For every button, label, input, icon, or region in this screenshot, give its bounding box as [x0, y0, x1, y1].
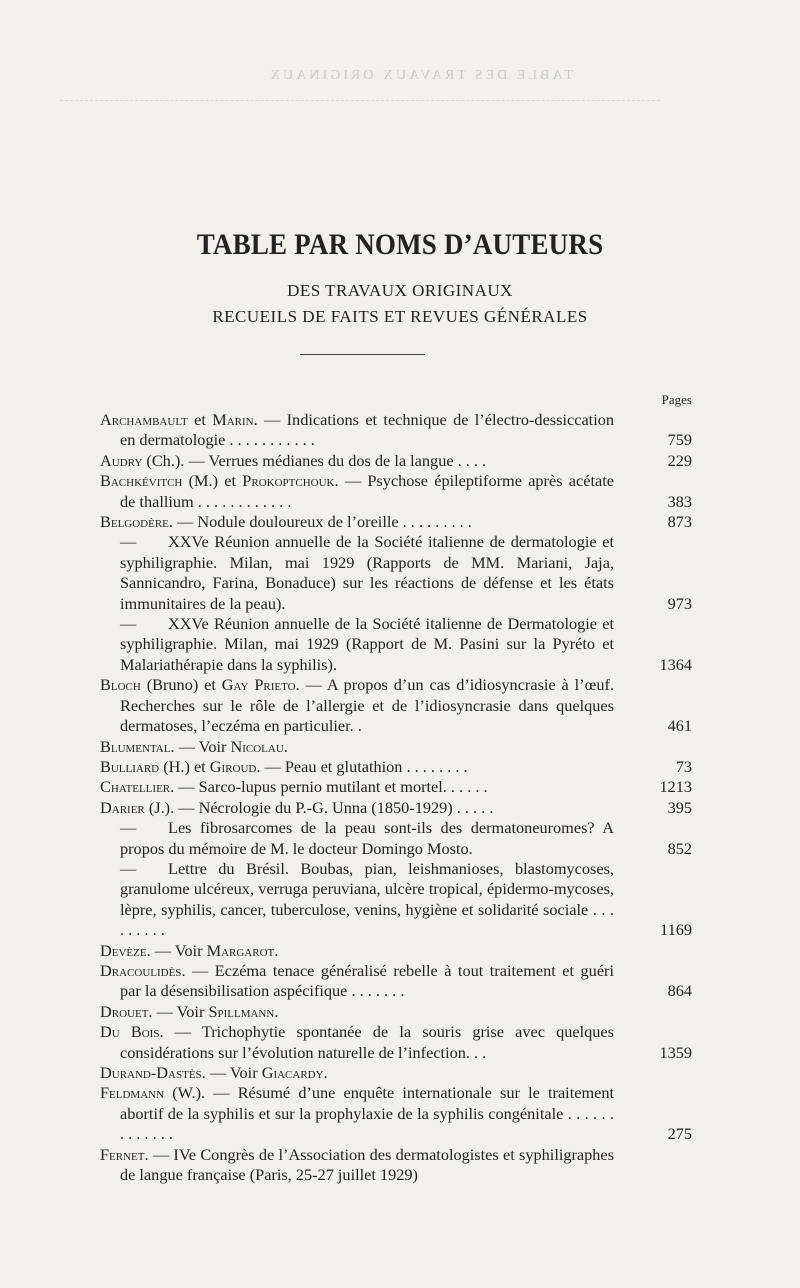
author-name: Devèze	[100, 940, 147, 960]
page-number: 229	[667, 450, 692, 470]
author-name: Blumental	[100, 736, 171, 756]
index-entry	[100, 1063, 692, 1083]
page-number: 1169	[660, 920, 692, 940]
title-divider	[300, 354, 425, 355]
author-name: Chatellier	[100, 777, 171, 797]
page-number: 973	[667, 593, 692, 613]
coauthor-name: Spillmann	[208, 1001, 275, 1021]
index-entry	[100, 1145, 692, 1186]
page-number: 383	[667, 491, 692, 511]
author-name: Archambault	[100, 410, 188, 429]
entry-text: .	[274, 940, 279, 960]
entry-text: . — Eczéma tenace généralisé rebelle à tout traitement et guéri par la désensibilisation aspécifique . . . . . . .	[120, 960, 614, 1001]
index-entry	[100, 1002, 692, 1022]
page-number: 1364	[659, 654, 692, 674]
page-number: 873	[667, 512, 692, 532]
index-entry	[100, 451, 692, 471]
entry-text: . — Voir	[170, 736, 231, 756]
index-entry	[100, 532, 692, 614]
coauthor-name: Marin	[212, 410, 254, 429]
same-author-dash: —	[120, 532, 137, 552]
entry-text: . — Nodule douloureux de l’oreille . . . . . . . . .	[168, 512, 472, 532]
entry-text: . — Psychose épileptiforme après acétate de thallium . . . . . . . . . . . .	[120, 471, 614, 511]
index-entry	[100, 1022, 692, 1063]
bleed-through-rule	[60, 100, 660, 101]
entry-text: (H.) et	[159, 756, 210, 776]
entry-text: . — Peau et glutathion . . . . . . . .	[256, 756, 468, 776]
same-author-dash: —	[120, 818, 137, 838]
entry-text: . — IVe Congrès de l’Association des dermatologistes et syphiligraphes de langue française (Paris, 25-27 juillet 1929)	[120, 1144, 614, 1185]
subtitle-collections: RECUEILS DE FAITS ET REVUES GÉNÉRALES	[212, 307, 588, 326]
coauthor-name: Prokoptchouk	[242, 471, 335, 491]
index-entry	[100, 512, 692, 532]
coauthor-name: Margarot	[206, 940, 275, 960]
entry-text: (Bruno) et	[140, 675, 222, 695]
author-name: Darier	[100, 797, 145, 817]
same-author-dash: —	[120, 614, 137, 634]
coauthor-name: Giacardy	[261, 1063, 324, 1082]
index-entry	[100, 614, 692, 675]
index-entry	[100, 737, 692, 757]
entry-text: . — Voir	[201, 1063, 262, 1082]
author-name: Bloch	[100, 675, 141, 695]
index-entry	[100, 859, 692, 941]
same-author-dash: —	[120, 858, 137, 878]
index-entry	[100, 941, 692, 961]
bleed-through-header: TABLE DES TRAVAUX ORIGINAUX	[267, 68, 573, 83]
index-entry	[100, 757, 692, 777]
page-number: 395	[667, 797, 692, 817]
author-name: Feldmann	[100, 1083, 165, 1103]
index-entry	[100, 410, 692, 451]
page-number: 275	[667, 1124, 692, 1144]
author-name: Fernet	[100, 1144, 145, 1164]
author-name: Bachkévitch	[100, 471, 183, 491]
index-entry	[100, 798, 692, 818]
entry-text: (Ch.). — Verrues médianes du dos de la langue . . . .	[142, 450, 487, 470]
page-number: 1359	[659, 1042, 692, 1062]
author-name: Dracoulidès	[100, 960, 182, 980]
author-name: Belgodère	[100, 512, 169, 532]
page-number: 461	[667, 716, 692, 736]
page-number: 759	[667, 430, 692, 450]
entry-text: (M.) et	[182, 471, 243, 491]
author-name: Drouet	[100, 1001, 149, 1021]
page-number: 73	[675, 756, 692, 776]
entry-text: (J.). — Nécrologie du P.-G. Unna (1850-1929) . . . . .	[144, 797, 494, 817]
page-number: 1213	[659, 777, 692, 797]
index-entry	[100, 777, 692, 797]
entry-text: et	[187, 410, 213, 429]
coauthor-name: Gay Prieto	[221, 675, 296, 695]
entry-text: .	[274, 1001, 279, 1021]
pages-column-label: Pages	[661, 392, 692, 407]
page-number: 864	[667, 981, 692, 1001]
page-number: 852	[667, 838, 692, 858]
entry-text: . — A propos d’un cas d’idiosyncrasie à l’œuf. Recherches sur le rôle de l’allergie et de l’idiosyncrasie dans quelques dermatoses, l’eczéma en particulier. .	[120, 675, 615, 736]
index-entry	[100, 818, 692, 859]
entry-text: . — Trichophytie spontanée de la souris grise avec quelques considérations sur l’évolution naturelle de l’infection. . .	[120, 1022, 614, 1062]
author-name: Bulliard	[100, 756, 160, 776]
entry-text: Les fibrosarcomes de la peau sont-ils des dermatoneuromes? A propos du mémoire de M. le docteur Domingo Mosto.	[120, 818, 614, 858]
entry-text: XXVe Réunion annuelle de la Société italienne de dermatologie et syphiligraphie. Milan, mai 1929 (Rapports de MM. Mariani, Jaja, Sannicandro, Farina, Bonaduce) sur les réactions de défense et les états immunitaires de la peau).	[120, 532, 614, 613]
entry-text: . — Sarco-lupus pernio mutilant et mortel. . . . . .	[170, 777, 488, 797]
coauthor-name: Nicolau	[230, 736, 284, 756]
index-entry	[100, 1083, 692, 1144]
entry-text: . — Voir	[146, 940, 207, 960]
entry-text: .	[323, 1063, 328, 1082]
coauthor-name: Giroud	[209, 756, 257, 776]
author-index-list	[100, 410, 692, 1185]
entry-text: Lettre du Brésil. Boubas, pian, leishmanioses, blastomycoses, granulome ulcéreux, verruga peruviana, ulcère tropical, épidermo-mycoses, lèpre, syphilis, cancer, tuberculose, venins, hygiène et solidarité sociale . . . . . . . . .	[120, 858, 614, 940]
entry-text: . — Indications et technique de l’électro-dessiccation en dermatologie . . . . . . . . . . .	[120, 410, 615, 450]
index-entry	[100, 675, 692, 736]
entry-text: XXVe Réunion annuelle de la Société italienne de Dermatologie et syphiligraphie. Milan, mai 1929 (Rapport de M. Pasini sur la Pyréto et Malariathérapie dans la syphilis).	[120, 614, 614, 674]
entry-text: .	[283, 736, 288, 756]
page-title: TABLE PAR NOMS D’AUTEURS	[196, 228, 604, 261]
index-entry	[100, 961, 692, 1002]
subtitle-original-works: DES TRAVAUX ORIGINAUX	[287, 281, 513, 300]
author-name: Audry	[100, 450, 143, 470]
entry-text: (W.). — Résumé d’une enquête internationale sur le traitement abortif de la syphilis et sur la prophylaxie de la syphilis congénitale . . . . . . . . . . . . .	[120, 1083, 614, 1144]
author-name: Durand-Dastès	[100, 1063, 202, 1082]
author-name: Du Bois	[100, 1022, 160, 1042]
index-entry	[100, 471, 692, 512]
entry-text: . — Voir	[148, 1001, 209, 1021]
